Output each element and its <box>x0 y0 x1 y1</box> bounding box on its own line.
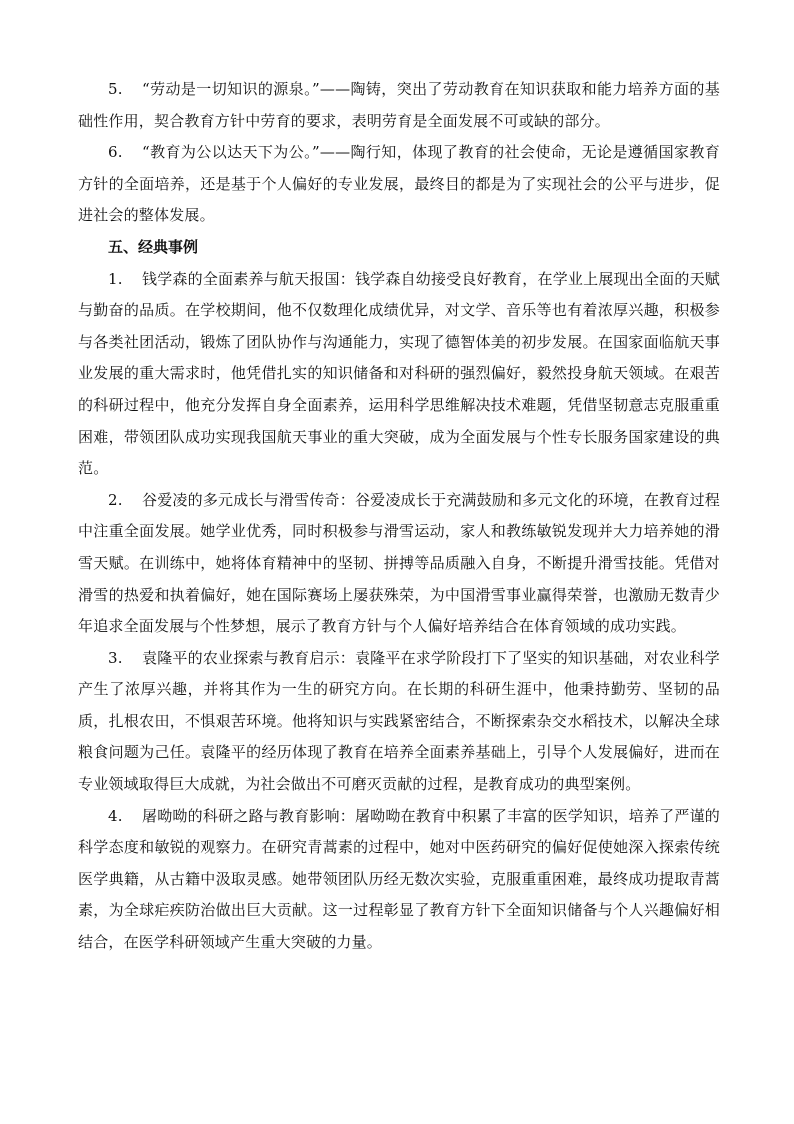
case-paragraph-1 <box>78 264 720 485</box>
paragraph-number: 2. <box>108 490 123 509</box>
case-paragraph-3 <box>78 643 720 801</box>
paragraph-number: 6. <box>108 143 123 162</box>
case-paragraph-2 <box>78 485 720 643</box>
paragraph-text: “劳动是一切知识的源泉。”——陶铸，突出了劳动教育在知识获取和能力培养方面的基础性作用，契合教育方针中劳育的要求，表明劳育是全面发展不可或缺的部分。 <box>78 80 720 130</box>
document-page <box>78 74 720 959</box>
paragraph-number: 4. <box>108 806 123 825</box>
paragraph-number: 1. <box>108 269 123 288</box>
quote-paragraph-5 <box>78 74 720 137</box>
paragraph-text: “教育为公以达天下为公。”——陶行知，体现了教育的社会使命，无论是遵循国家教育方针的全面培养，还是基于个人偏好的专业发展，最终目的都是为了实现社会的公平与进步，促进社会的整体发展。 <box>78 143 720 225</box>
case-paragraph-4 <box>78 801 720 959</box>
paragraph-text: 钱学森的全面素养与航天报国：钱学森自幼接受良好教育，在学业上展现出全面的天赋与勤奋的品质。在学校期间，他不仅数理化成绩优异，对文学、音乐等也有着浓厚兴趣，积极参与各类社团活动，锻炼了团队协作与沟通能力，实现了德智体美的初步发展。在国家面临航天事业发展的重大需求时，他凭借扎实的知识储备和对科研的强烈偏好，毅然投身航天领域。在艰苦的科研过程中，他充分发挥自身全面素养，运用科学思维解决技术难题，凭借坚韧意志克服重重困难，带领团队成功实现我国航天事业的重大突破，成为全面发展与个性专长服务国家建设的典范。 <box>78 269 720 478</box>
paragraph-text: 袁隆平的农业探索与教育启示：袁隆平在求学阶段打下了坚实的知识基础，对农业科学产生了浓厚兴趣，并将其作为一生的研究方向。在长期的科研生涯中，他秉持勤劳、坚韧的品质，扎根农田，不惧艰苦环境。他将知识与实践紧密结合，不断探索杂交水稻技术，以解决全球粮食问题为己任。袁隆平的经历体现了教育在培养全面素养基础上，引导个人发展偏好，进而在专业领域取得巨大成就，为社会做出不可磨灭贡献的过程，是教育成功的典型案例。 <box>78 648 720 794</box>
paragraph-text: 谷爱凌的多元成长与滑雪传奇：谷爱凌成长于充满鼓励和多元文化的环境，在教育过程中注重全面发展。她学业优秀，同时积极参与滑雪运动，家人和教练敏锐发现并大力培养她的滑雪天赋。在训练中，她将体育精神中的坚韧、拼搏等品质融入自身，不断提升滑雪技能。凭借对滑雪的热爱和执着偏好，她在国际赛场上屡获殊荣，为中国滑雪事业赢得荣誉，也激励无数青少年追求全面发展与个性梦想，展示了教育方针与个人偏好培养结合在体育领域的成功实践。 <box>78 490 720 636</box>
paragraph-number: 5. <box>108 80 123 98</box>
quote-paragraph-6 <box>78 137 720 232</box>
paragraph-number: 3. <box>108 648 123 667</box>
section-heading: 五、经典事例 <box>108 237 199 256</box>
paragraph-text: 屠呦呦的科研之路与教育影响：屠呦呦在教育中积累了丰富的医学知识，培养了严谨的科学态度和敏锐的观察力。在研究青蒿素的过程中，她对中医药研究的偏好促使她深入探索传统医学典籍，从古籍中汲取灵感。她带领团队历经无数次实验，克服重重困难，最终成功提取青蒿素，为全球疟疾防治做出巨大贡献。这一过程彰显了教育方针下全面知识储备与个人兴趣偏好相结合，在医学科研领域产生重大突破的力量。 <box>78 806 720 952</box>
